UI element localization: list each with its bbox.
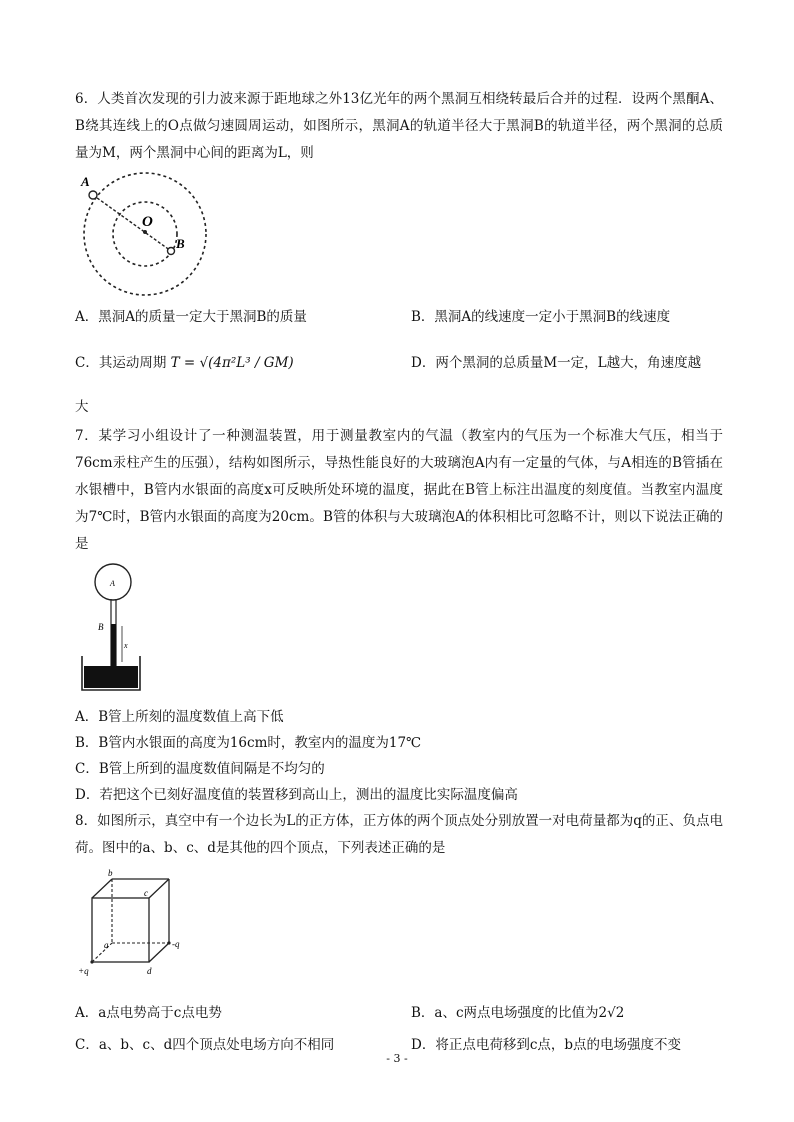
q7-stem: 7．某学习小组设计了一种测温装置，用于测量教室内的气温（教室内的气压为一个标准大气压，相当于76cm汞柱产生的压强），结构如图所示，导热性能良好的大玻璃泡A内有一定量的气体，与A相连的B管插在水银槽中，B管内水银面的高度x可反映所处环境的温度，据此在B管上标注出温度的刻度值。当教室内温度为7℃时，B管内水银面的高度为20cm。B管的体积与大玻璃泡A的体积相比可忽略不计，则以下说法正确的是 xyxy=(75,428,723,552)
q8-stem: 8．如图所示，真空中有一个边长为L的正方体，正方体的两个顶点处分别放置一对电荷量都为q的正、负点电荷。图中的a、b、c、d是其他的四个顶点，下列表述正确的是 xyxy=(75,813,723,856)
q8-option-b: B．a、c两点电场强度的比值为2√2 xyxy=(411,1005,625,1021)
q8-label-neg-q: -q xyxy=(172,939,180,949)
q7-label-x: x xyxy=(124,641,128,650)
q6-option-d: D．两个黑洞的总质量M一定，L越大，角速度越 xyxy=(411,355,702,371)
q8-option-c: C．a、b、c、d四个顶点处电场方向不相同 xyxy=(75,1037,335,1053)
q6-label-a: A xyxy=(81,174,90,189)
q8-cube-figure xyxy=(72,868,192,980)
q6-option-c xyxy=(75,353,294,373)
q7-label-b: B xyxy=(98,622,104,632)
q6-option-c-formula: T = √(4π²L³ / GM) xyxy=(170,355,294,371)
q6-orbit-figure xyxy=(78,168,213,303)
q8-label-pos-q: +q xyxy=(78,966,89,976)
q8-label-c: c xyxy=(144,888,148,898)
q8-label-d: d xyxy=(147,966,152,976)
q6-stem: 6．人类首次发现的引力波来源于距地球之外13亿光年的两个黑洞互相绕转最后合并的过程．设两个黑酮A、B绕其连线上的O点做匀速圆周运动，如图所示，黑洞A的轨道半径大于黑洞B的轨道半径，两个黑洞的总质量为M，两个黑洞中心间的距离为L，则 xyxy=(75,91,723,161)
page-number: - 3 - xyxy=(386,1052,408,1065)
q7-label-a: A xyxy=(110,579,115,588)
q6-label-o: O xyxy=(142,214,153,230)
q7-thermometer-figure xyxy=(78,562,148,694)
q6-option-b: B．黑洞A的线速度一定小于黑洞B的线速度 xyxy=(411,309,671,325)
q7-option-b: B．B管内水银面的高度为16cm时，教室内的温度为17℃ xyxy=(75,735,422,751)
q6-option-c-prefix: C．其运动周期 xyxy=(75,355,167,371)
q8-label-a: a xyxy=(104,940,109,950)
q8-option-d: D．将正点电荷移到c点，b点的电场强度不变 xyxy=(411,1037,682,1053)
q6-option-d-continued: 大 xyxy=(75,399,89,415)
q7-option-c: C．B管上所到的温度数值间隔是不均匀的 xyxy=(75,761,325,777)
q7-option-d: D．若把这个已刻好温度值的装置移到高山上，测出的温度比实际温度偏高 xyxy=(75,787,518,803)
q6-label-b: B xyxy=(176,236,185,251)
q6-option-a: A．黑洞A的质量一定大于黑洞B的质量 xyxy=(75,309,307,325)
q8-option-a: A．a点电势高于c点电势 xyxy=(75,1005,222,1021)
q8-label-b: b xyxy=(108,868,113,878)
q7-option-a: A．B管上所刻的温度数值上高下低 xyxy=(75,709,284,725)
